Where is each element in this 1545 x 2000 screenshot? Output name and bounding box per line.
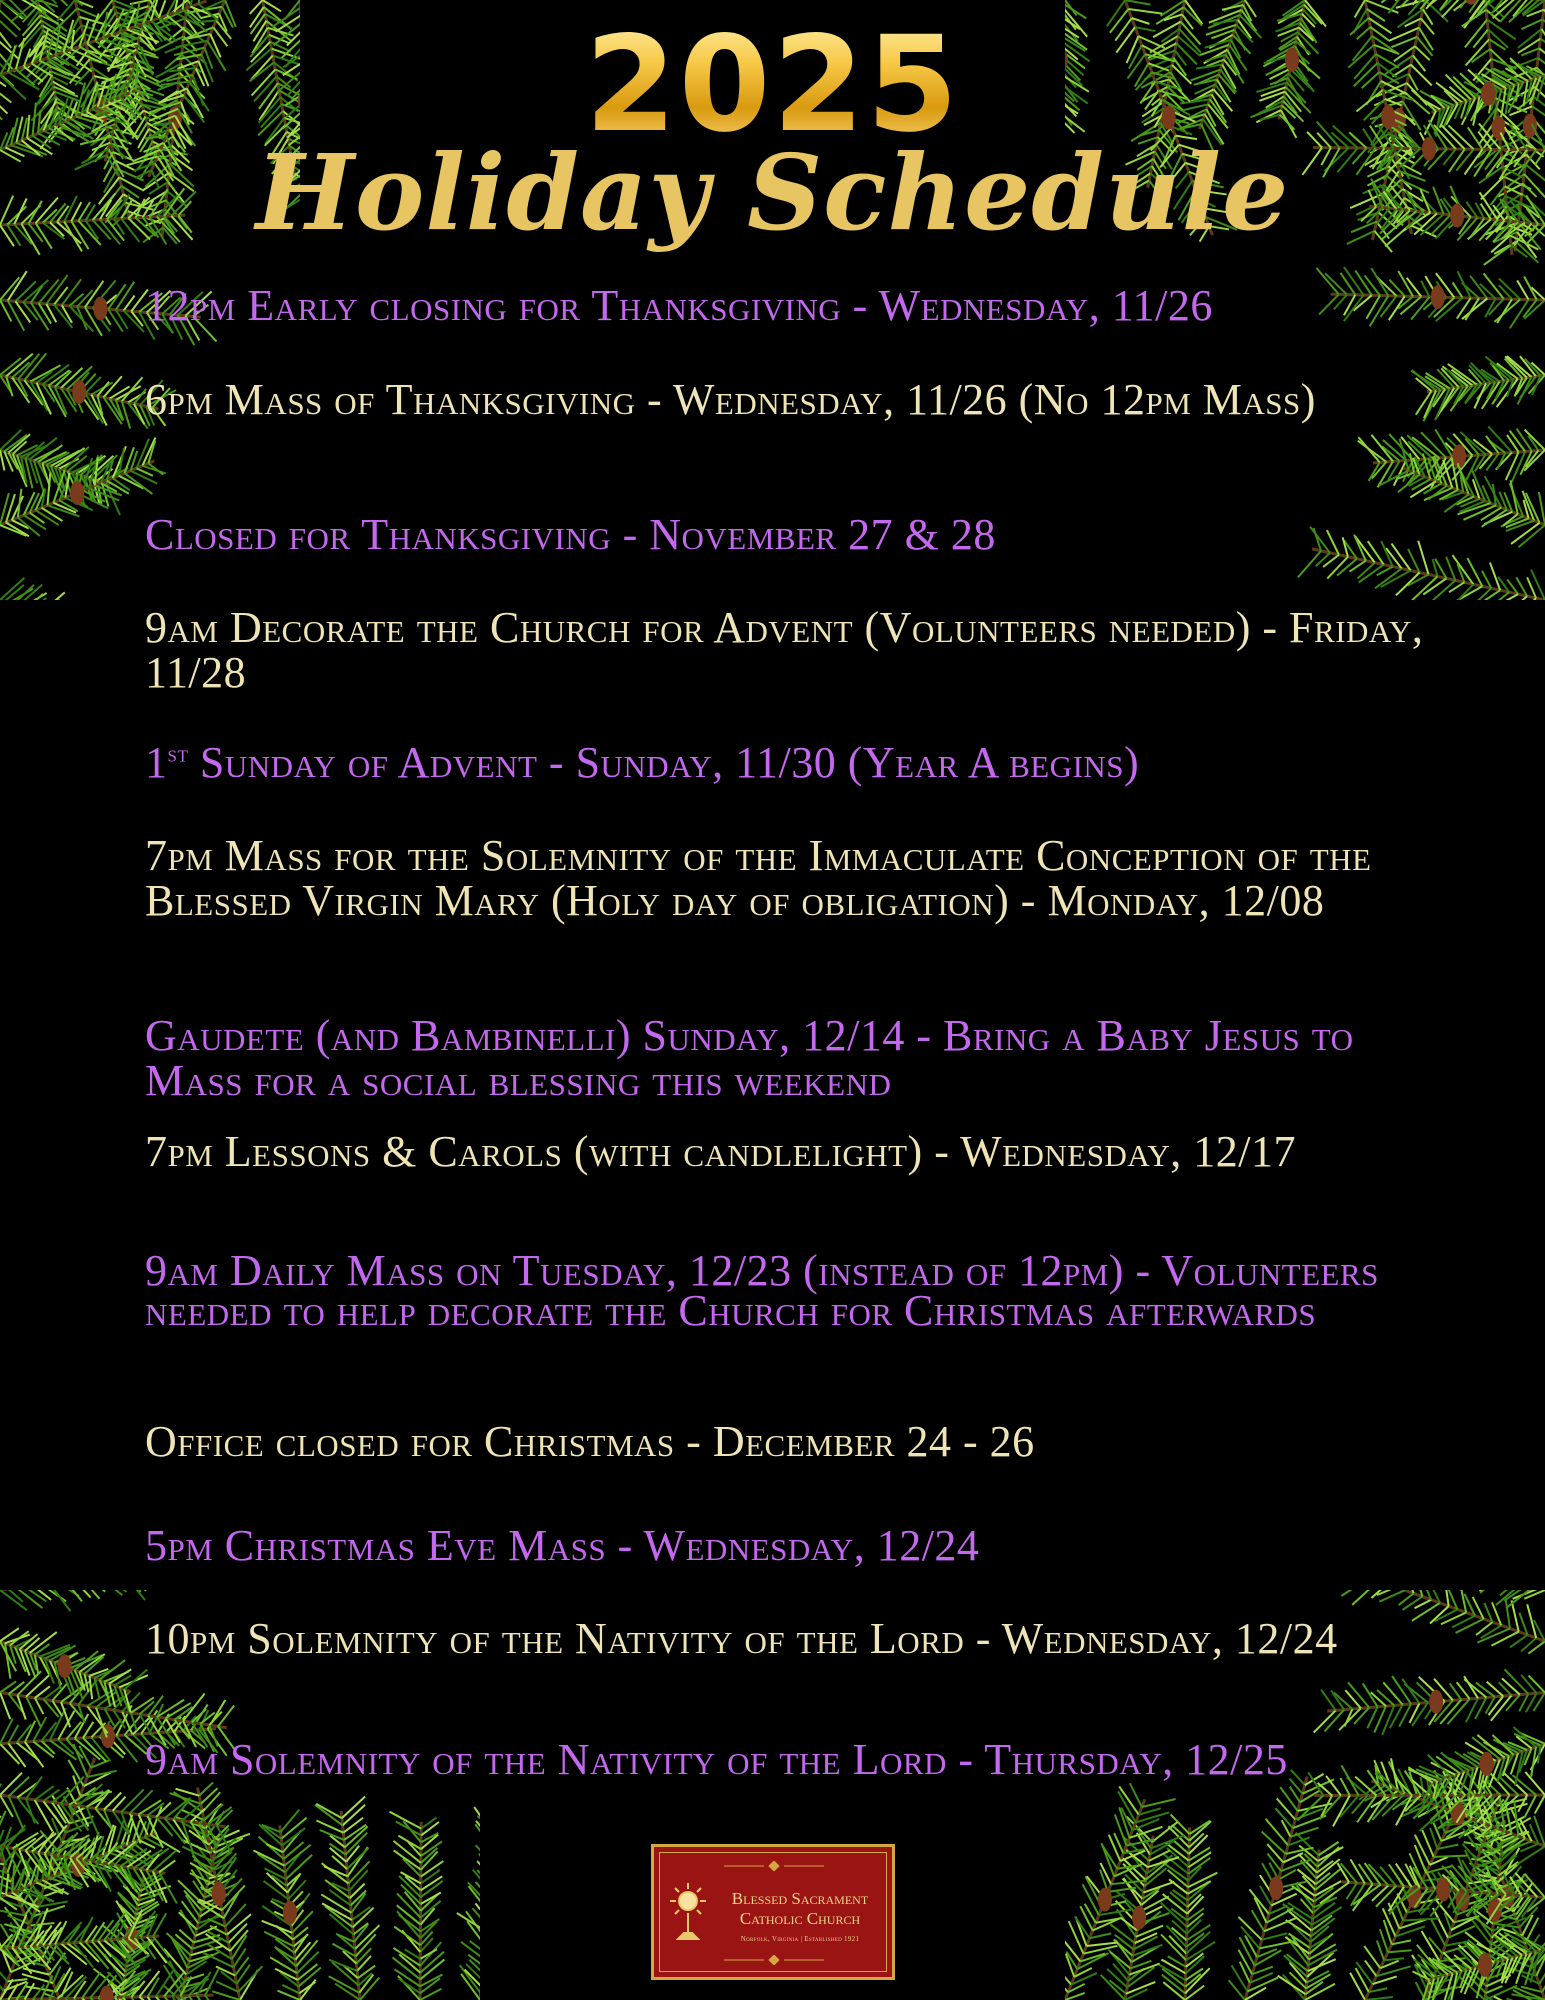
monstrance-icon	[668, 1881, 708, 1943]
schedule-item: Closed for Thanksgiving - November 27 & 28	[145, 510, 996, 559]
logo-ornament-icon	[724, 1861, 824, 1871]
schedule-item: Gaudete (and Bambinelli) Sunday, 12/14 - Bring a Baby Jesus to Mass for a social blessing this weekend	[145, 1011, 1354, 1105]
year-heading: 2025	[0, 10, 1545, 160]
schedule-item: 6pm Mass of Thanksgiving - Wednesday, 11/26 (No 12pm Mass)	[145, 375, 1316, 424]
page-title: Holiday Schedule	[255, 131, 1290, 254]
schedule-item: 7pm Lessons & Carols (with candlelight) - Wednesday, 12/17	[145, 1127, 1297, 1176]
ordinal-suffix: st	[167, 741, 189, 768]
schedule-item: 10pm Solemnity of the Nativity of the Lord - Wednesday, 12/24	[145, 1614, 1338, 1663]
schedule-item: 1st Sunday of Advent - Sunday, 11/30 (Year A begins)	[145, 738, 1140, 787]
schedule-item: Office closed for Christmas - December 24 - 26	[145, 1417, 1035, 1466]
schedule-item: 7pm Mass for the Solemnity of the Immaculate Conception of the Blessed Virgin Mary (Holy day of obligation) - Monday, 12/08	[145, 831, 1372, 925]
logo-ornament-icon	[724, 1955, 824, 1965]
church-logo	[651, 1844, 895, 1980]
schedule-item: 9am Solemnity of the Nativity of the Lord - Thursday, 12/25	[145, 1735, 1288, 1784]
schedule-item: 12pm Early closing for Thanksgiving - Wednesday, 11/26	[145, 281, 1213, 330]
schedule-item: 9am Daily Mass on Tuesday, 12/23 (instead of 12pm) - Volunteers needed to help decorate the Church for Christmas afterwards	[145, 1246, 1379, 1335]
logo-name-line1: Blessed Sacrament	[731, 1889, 869, 1908]
schedule-item: 9am Decorate the Church for Advent (Volunteers needed) - Friday, 11/28	[145, 603, 1424, 697]
logo-name-line2: Catholic Church	[739, 1909, 861, 1928]
logo-subline: Norfolk, Virginia | Established 1921	[740, 1935, 860, 1943]
schedule-item: 5pm Christmas Eve Mass - Wednesday, 12/24	[145, 1521, 980, 1570]
